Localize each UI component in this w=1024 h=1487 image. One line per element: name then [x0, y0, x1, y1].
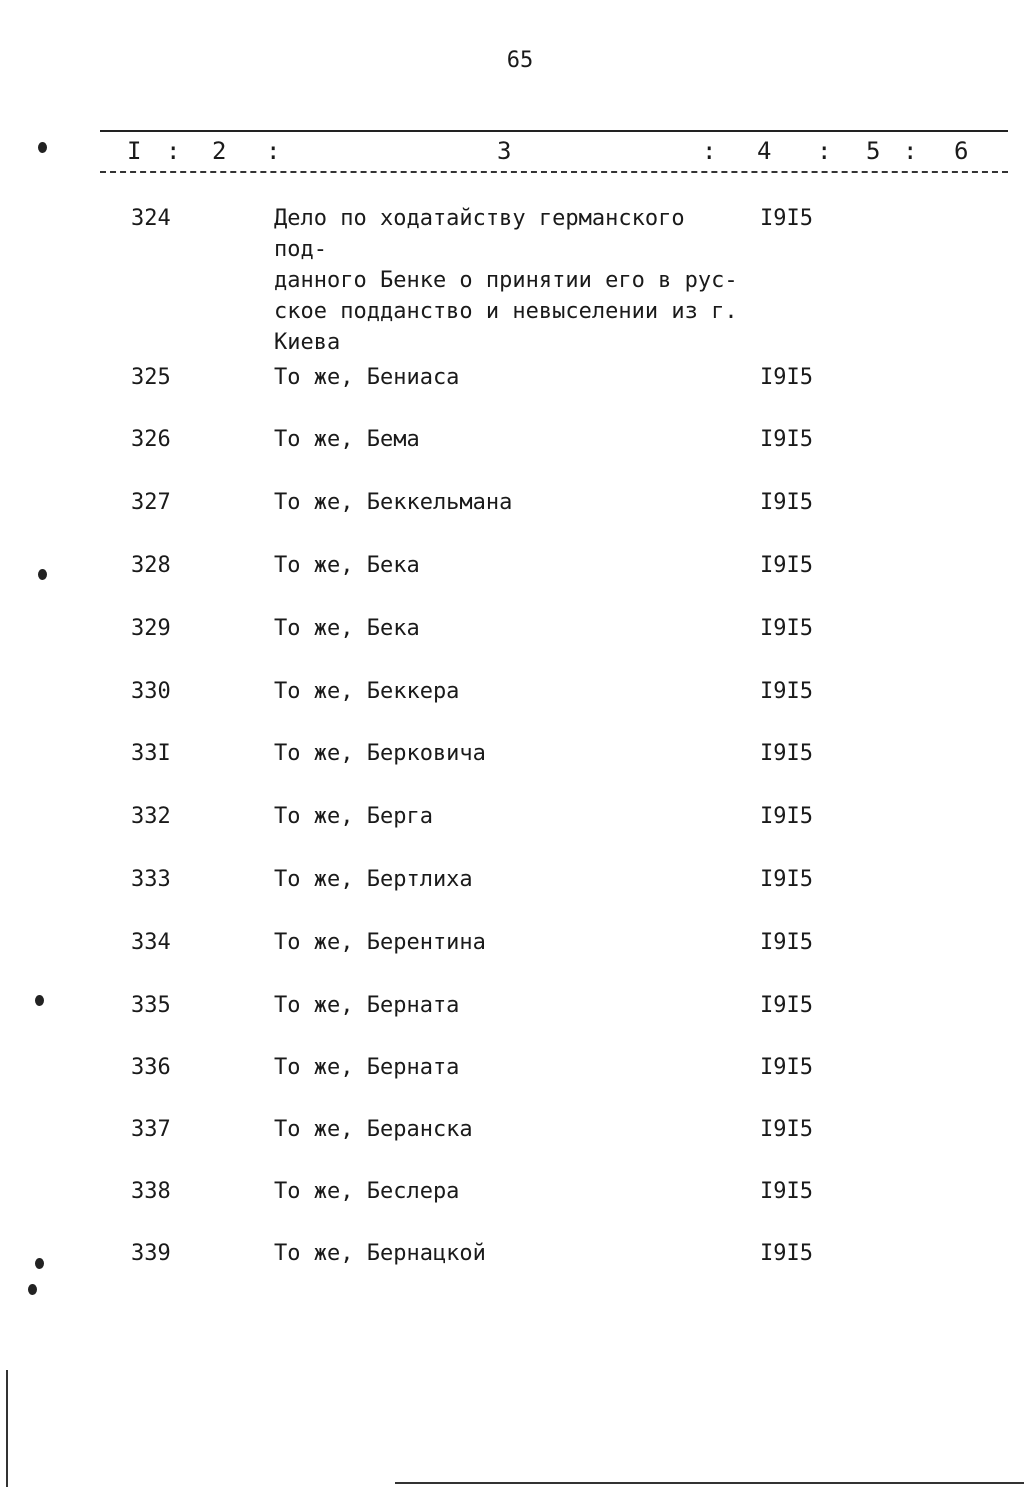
row-title: То же, Беккельмана: [274, 490, 513, 515]
row-year: I9I5: [760, 930, 813, 955]
row-year: I9I5: [760, 867, 813, 892]
row-number: 330: [131, 679, 171, 704]
row-number: 327: [131, 490, 171, 515]
row-number: 329: [131, 616, 171, 641]
row-year: I9I5: [760, 993, 813, 1018]
row-year: I9I5: [760, 616, 813, 641]
header-col-5: 5: [866, 137, 881, 165]
header-col-2: 2: [212, 137, 227, 165]
row-title: То же, Бема: [274, 427, 420, 452]
table-header-top-rule: [100, 130, 1008, 132]
row-title: То же, Бертлиха: [274, 867, 473, 892]
header-col-4: 4: [757, 137, 772, 165]
header-separator: :: [166, 137, 181, 165]
row-year: I9I5: [760, 1117, 813, 1142]
row-title: То же, Бека: [274, 616, 420, 641]
row-title: То же, Беккера: [274, 679, 460, 704]
binding-hole-mark: [38, 142, 47, 153]
row-number: 335: [131, 993, 171, 1018]
row-title: Дело по ходатайству германского под- данного Бенке о принятии его в рус- ское подданство и невыселении из г. Киева: [274, 206, 738, 355]
row-title: То же, Беслера: [274, 1179, 460, 1204]
scan-edge-line: [395, 1482, 1024, 1484]
row-number: 328: [131, 553, 171, 578]
header-separator: :: [903, 137, 918, 165]
header-col-6: 6: [954, 137, 969, 165]
row-number: 333: [131, 867, 171, 892]
row-number: 324: [131, 206, 171, 231]
row-number: 336: [131, 1055, 171, 1080]
binding-hole-mark: [38, 569, 47, 580]
header-separator: :: [266, 137, 281, 165]
row-year: I9I5: [760, 206, 813, 231]
row-number: 337: [131, 1117, 171, 1142]
scan-edge-line: [6, 1370, 8, 1487]
page-number: 65: [506, 48, 534, 73]
row-year: I9I5: [760, 1241, 813, 1266]
row-year: I9I5: [760, 1179, 813, 1204]
row-title: То же, Берга: [274, 804, 433, 829]
row-year: I9I5: [760, 679, 813, 704]
row-year: I9I5: [760, 1055, 813, 1080]
row-year: I9I5: [760, 804, 813, 829]
header-col-1: I: [127, 137, 142, 165]
binding-hole-mark: [28, 1284, 37, 1295]
row-title: То же, Бениаса: [274, 365, 460, 390]
row-title: То же, Беранска: [274, 1117, 473, 1142]
row-year: I9I5: [760, 427, 813, 452]
row-number: 338: [131, 1179, 171, 1204]
row-number: 339: [131, 1241, 171, 1266]
row-number: 332: [131, 804, 171, 829]
row-title: То же, Бернацкой: [274, 1241, 486, 1266]
row-number: 334: [131, 930, 171, 955]
header-separator: :: [702, 137, 717, 165]
row-year: I9I5: [760, 553, 813, 578]
row-year: I9I5: [760, 490, 813, 515]
row-title: То же, Берната: [274, 993, 460, 1018]
row-year: I9I5: [760, 365, 813, 390]
header-separator: :: [817, 137, 832, 165]
row-year: I9I5: [760, 741, 813, 766]
row-title: То же, Берната: [274, 1055, 460, 1080]
header-col-3: 3: [497, 137, 512, 165]
row-number: 326: [131, 427, 171, 452]
row-number: 33I: [131, 741, 171, 766]
row-title: То же, Берентина: [274, 930, 486, 955]
row-number: 325: [131, 365, 171, 390]
binding-hole-mark: [35, 995, 44, 1006]
binding-hole-mark: [35, 1258, 44, 1269]
row-title: То же, Берковича: [274, 741, 486, 766]
table-header-bottom-rule: [100, 171, 1008, 173]
row-title: То же, Бека: [274, 553, 420, 578]
